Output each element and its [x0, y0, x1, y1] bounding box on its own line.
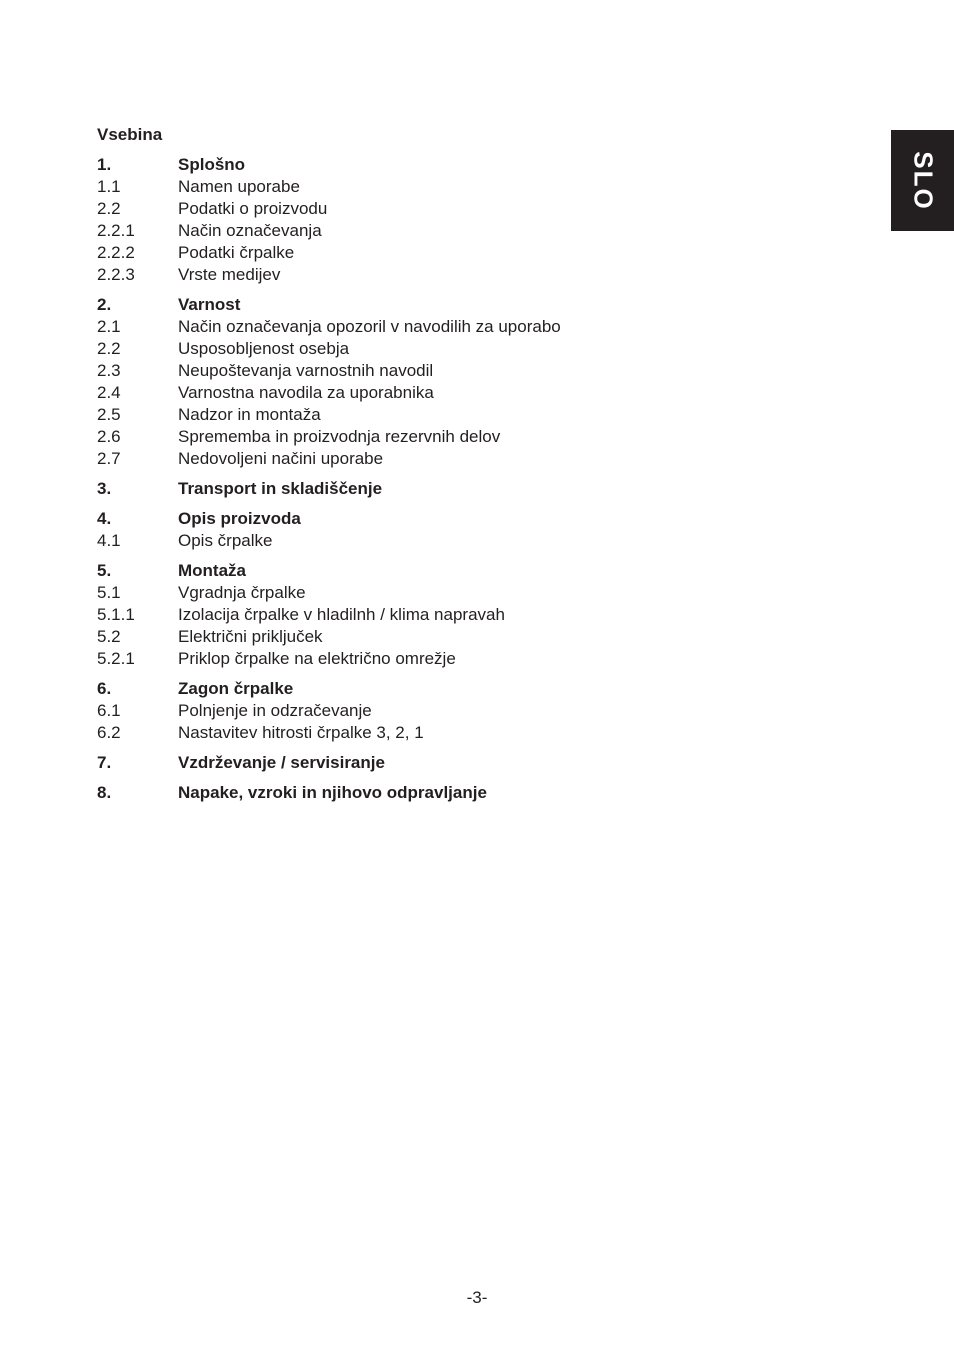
- toc-entry-number: 2.1: [97, 317, 121, 336]
- toc-entry-number: 2.6: [97, 427, 121, 446]
- toc-entry: [97, 404, 817, 426]
- toc-entry-number: 2.3: [97, 361, 121, 380]
- toc-section-title: Zagon črpalke: [178, 679, 294, 698]
- table-of-contents: [97, 124, 817, 812]
- toc-sections: [97, 154, 817, 804]
- language-tab-label: SLO: [908, 150, 938, 211]
- toc-entry: [97, 242, 817, 264]
- toc-entry: [97, 264, 817, 286]
- toc-section-heading: [97, 782, 817, 804]
- toc-entry-title: Način označevanja opozoril v navodilih za uporabo: [178, 317, 561, 336]
- toc-entry-title: Nedovoljeni načini uporabe: [178, 449, 384, 468]
- toc-entry: [97, 448, 817, 470]
- toc-entry: [97, 426, 817, 448]
- toc-entry: [97, 176, 817, 198]
- toc-section-title: Transport in skladiščenje: [178, 479, 383, 498]
- toc-entry-number: 1.1: [97, 177, 121, 196]
- toc-section: [97, 678, 817, 744]
- toc-section-number: 4.: [97, 509, 112, 528]
- toc-entry-number: 2.2: [97, 339, 121, 358]
- toc-section-title: Splošno: [178, 155, 246, 174]
- language-tab: [891, 130, 954, 231]
- toc-entry: [97, 722, 817, 744]
- toc-entry-title: Priklop črpalke na električno omrežje: [178, 649, 456, 668]
- toc-section-heading: [97, 294, 817, 316]
- toc-section-number: 3.: [97, 479, 112, 498]
- toc-entry-title: Namen uporabe: [178, 177, 300, 196]
- toc-section-heading: [97, 478, 817, 500]
- toc-entry-number: 2.2.2: [97, 243, 135, 262]
- toc-entry-number: 6.2: [97, 723, 121, 742]
- toc-entry-title: Vgradnja črpalke: [178, 583, 306, 602]
- toc-entry-title: Način označevanja: [178, 221, 322, 240]
- toc-entry: [97, 648, 817, 670]
- toc-entry-title: Polnjenje in odzračevanje: [178, 701, 372, 720]
- toc-section-heading: [97, 678, 817, 700]
- toc-entry-title: Vrste medijev: [178, 265, 281, 284]
- toc-section-heading: [97, 752, 817, 774]
- toc-section: [97, 782, 817, 804]
- toc-section-heading: [97, 154, 817, 176]
- toc-section: [97, 752, 817, 774]
- toc-entry: [97, 360, 817, 382]
- toc-section-number: 6.: [97, 679, 112, 698]
- toc-section-heading: [97, 508, 817, 530]
- toc-section-title: Napake, vzroki in njihovo odpravljanje: [178, 783, 487, 802]
- toc-entry: [97, 220, 817, 242]
- toc-entry-number: 5.2.1: [97, 649, 135, 668]
- toc-section: [97, 294, 817, 470]
- toc-section-title: Opis proizvoda: [178, 509, 301, 528]
- toc-entry-number: 5.1.1: [97, 605, 135, 624]
- toc-section: [97, 508, 817, 552]
- toc-entry-number: 2.2: [97, 199, 121, 218]
- toc-section: [97, 154, 817, 286]
- toc-entry: [97, 338, 817, 360]
- toc-section: [97, 560, 817, 670]
- toc-entry: [97, 700, 817, 722]
- toc-entry-number: 2.4: [97, 383, 121, 402]
- toc-section-number: 8.: [97, 783, 112, 802]
- toc-entry-title: Električni priključek: [178, 627, 323, 646]
- toc-entry: [97, 604, 817, 626]
- toc-entry-number: 6.1: [97, 701, 121, 720]
- toc-section: [97, 478, 817, 500]
- toc-entry-title: Podatki črpalke: [178, 243, 295, 262]
- toc-entry-number: 2.2.1: [97, 221, 135, 240]
- toc-entry-number: 2.7: [97, 449, 121, 468]
- toc-section-title: Varnost: [178, 295, 241, 314]
- page-number: -3-: [466, 1288, 488, 1307]
- toc-entry-number: 5.2: [97, 627, 121, 646]
- toc-section-number: 7.: [97, 753, 112, 772]
- toc-entry-title: Opis črpalke: [178, 531, 273, 550]
- toc-entry-number: 4.1: [97, 531, 121, 550]
- toc-entry-number: 2.5: [97, 405, 121, 424]
- toc-entry-title: Podatki o proizvodu: [178, 199, 328, 218]
- toc-section-title: Montaža: [178, 561, 246, 580]
- toc-entry: [97, 626, 817, 648]
- toc-entry-title: Neupoštevanja varnostnih navodil: [178, 361, 434, 380]
- toc-section-heading: [97, 560, 817, 582]
- toc-section-number: 5.: [97, 561, 112, 580]
- toc-section-number: 1.: [97, 155, 112, 174]
- toc-entry: [97, 582, 817, 604]
- toc-title: Vsebina: [97, 125, 163, 144]
- toc-entry: [97, 316, 817, 338]
- toc-entry: [97, 382, 817, 404]
- toc-section-title: Vzdrževanje / servisiranje: [178, 753, 385, 772]
- toc-entry-title: Izolacija črpalke v hladilnh / klima napravah: [178, 605, 505, 624]
- toc-section-number: 2.: [97, 295, 112, 314]
- toc-entry-title: Sprememba in proizvodnja rezervnih delov: [178, 427, 501, 446]
- toc-entry-title: Nadzor in montaža: [178, 405, 321, 424]
- toc-entry-title: Nastavitev hitrosti črpalke 3, 2, 1: [178, 723, 424, 742]
- toc-entry-title: Usposobljenost osebja: [178, 339, 350, 358]
- toc-entry-number: 5.1: [97, 583, 121, 602]
- toc-entry-number: 2.2.3: [97, 265, 135, 284]
- toc-entry: [97, 198, 817, 220]
- toc-entry-title: Varnostna navodila za uporabnika: [178, 383, 434, 402]
- toc-entry: [97, 530, 817, 552]
